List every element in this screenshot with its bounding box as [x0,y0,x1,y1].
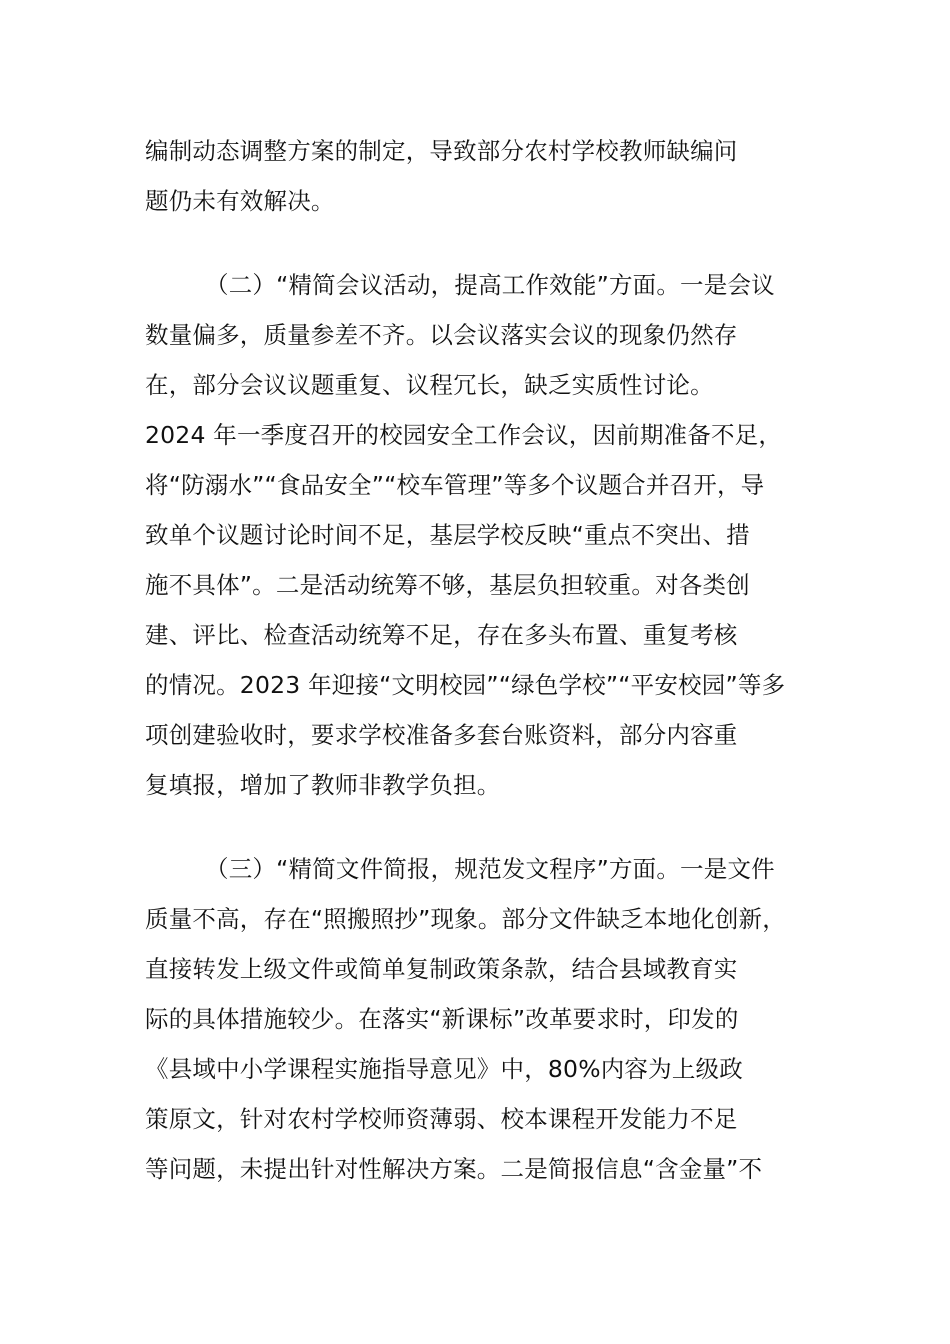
text-line: 编制动态调整方案的制定，导致部分农村学校教师缺编问 [145,137,738,165]
text-line: 项创建验收时，要求学校准备多套台账资料，部分内容重 [145,721,738,749]
text-line: 数量偏多，质量参差不齐。以会议落实会议的现象仍然存 [145,321,738,349]
text-line: 的情况。2023 年迎接“文明校园”“绿色学校”“平安校园”等多 [145,671,786,699]
text-line: 际的具体措施较少。在落实“新课标”改革要求时，印发的 [145,1005,739,1033]
section-3-heading-line: （三）“精简文件简报，规范发文程序”方面。一是文件 [205,855,775,883]
text-line: 将“防溺水”“食品安全”“校车管理”等多个议题合并召开，导 [145,471,765,499]
text-line: 《县域中小学课程实施指导意见》中，80%内容为上级政 [145,1055,743,1083]
text-line: 题仍未有效解决。 [145,187,335,215]
text-line: 等问题，未提出针对性解决方案。二是简报信息“含金量”不 [145,1155,763,1183]
text-line: 施不具体”。二是活动统筹不够，基层负担较重。对各类创 [145,571,750,599]
section-2-heading-line: （二）“精简会议活动，提高工作效能”方面。一是会议 [205,271,775,299]
text-line: 在，部分会议议题重复、议程冗长，缺乏实质性讨论。 [145,371,714,399]
text-line: 直接转发上级文件或简单复制政策条款，结合县域教育实 [145,955,738,983]
text-line: 2024 年一季度召开的校园安全工作会议，因前期准备不足， [145,421,783,449]
text-line: 致单个议题讨论时间不足，基层学校反映“重点不突出、措 [145,521,750,549]
text-line: 复填报，增加了教师非教学负担。 [145,771,501,799]
text-line: 策原文，针对农村学校师资薄弱、校本课程开发能力不足 [145,1105,738,1133]
text-line: 质量不高，存在“照搬照抄”现象。部分文件缺乏本地化创新， [145,905,786,933]
text-line: 建、评比、检查活动统筹不足，存在多头布置、重复考核 [145,621,738,649]
